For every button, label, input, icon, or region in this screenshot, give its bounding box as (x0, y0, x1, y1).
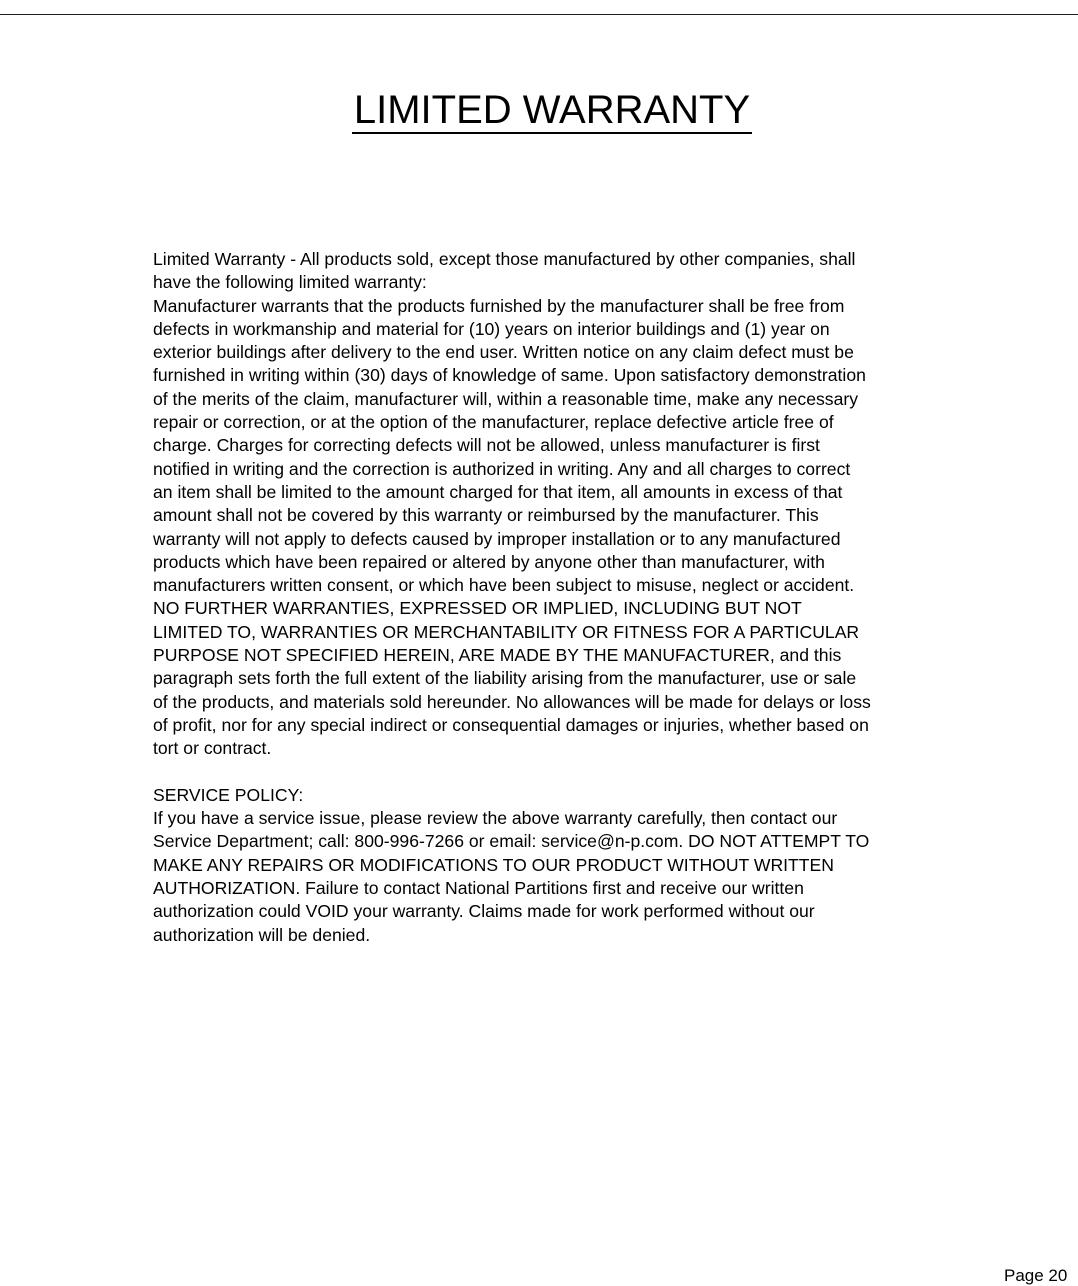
service-line: MAKE ANY REPAIRS OR MODIFICATIONS TO OUR PRODUCT WITHOUT WRITTEN (153, 854, 834, 875)
warranty-line: PURPOSE NOT SPECIFIED HEREIN, ARE MADE BY THE MANUFACTURER, and this (153, 645, 842, 666)
page-title-text: LIMITED WARRANTY (353, 88, 751, 132)
warranty-line: manufacturers written consent, or which have been subject to misuse, neglect or accident. (153, 575, 855, 596)
service-line: authorization will be denied. (153, 924, 371, 945)
warranty-line: have the following limited warranty: (153, 272, 427, 293)
warranty-line: NO FURTHER WARRANTIES, EXPRESSED OR IMPLIED, INCLUDING BUT NOT (153, 598, 802, 619)
warranty-line: charge. Charges for correcting defects will not be allowed, unless manufacturer is first (153, 435, 820, 456)
document-body (153, 248, 953, 947)
service-policy-section (153, 784, 953, 947)
warranty-line: defects in workmanship and material for (10) years on interior buildings and (1) year on (153, 318, 830, 339)
service-policy-heading: SERVICE POLICY: (153, 784, 304, 805)
service-line: authorization could VOID your warranty. Claims made for work performed without our (153, 901, 815, 922)
paragraph-spacer (153, 761, 953, 784)
warranty-section (153, 248, 953, 761)
warranty-line: warranty will not apply to defects caused by improper installation or to any manufactured (153, 528, 841, 549)
page-title (0, 86, 1078, 134)
warranty-line: Manufacturer warrants that the products furnished by the manufacturer shall be free from (153, 295, 845, 316)
warranty-line: repair or correction, or at the option of the manufacturer, replace defective article free of (153, 412, 834, 433)
page-number: Page 20 (1004, 1266, 1068, 1285)
service-line: AUTHORIZATION. Failure to contact National Partitions first and receive our written (153, 878, 804, 899)
warranty-line: of profit, nor for any special indirect or consequential damages or injuries, whether based on (153, 714, 869, 735)
warranty-line: products which have been repaired or altered by anyone other than manufacturer, with (153, 551, 825, 572)
warranty-line: paragraph sets forth the full extent of the liability arising from the manufacturer, use or sale (153, 668, 857, 689)
service-line: Service Department; call: 800-996-7266 or email: service@n-p.com. DO NOT ATTEMPT TO (153, 831, 870, 852)
warranty-line: exterior buildings after delivery to the end user. Written notice on any claim defect must be (153, 342, 854, 363)
warranty-line: furnished in writing within (30) days of knowledge of same. Upon satisfactory demonstration (153, 365, 866, 386)
warranty-line: tort or contract. (153, 738, 272, 759)
warranty-line: an item shall be limited to the amount charged for that item, all amounts in excess of that (153, 481, 843, 502)
warranty-line: notified in writing and the correction is authorized in writing. Any and all charges to correct (153, 458, 851, 479)
warranty-line: Limited Warranty - All products sold, except those manufactured by other companies, shall (153, 249, 856, 269)
warranty-line: LIMITED TO, WARRANTIES OR MERCHANTABILITY OR FITNESS FOR A PARTICULAR (153, 621, 860, 642)
warranty-line: of the products, and materials sold hereunder. No allowances will be made for delays or loss (153, 691, 871, 712)
top-divider (0, 14, 1078, 15)
service-line: If you have a service issue, please review the above warranty carefully, then contact our (153, 808, 838, 829)
warranty-line: of the merits of the claim, manufacturer will, within a reasonable time, make any necessary (153, 388, 859, 409)
warranty-line: amount shall not be covered by this warranty or reimbursed by the manufacturer. This (153, 505, 819, 526)
